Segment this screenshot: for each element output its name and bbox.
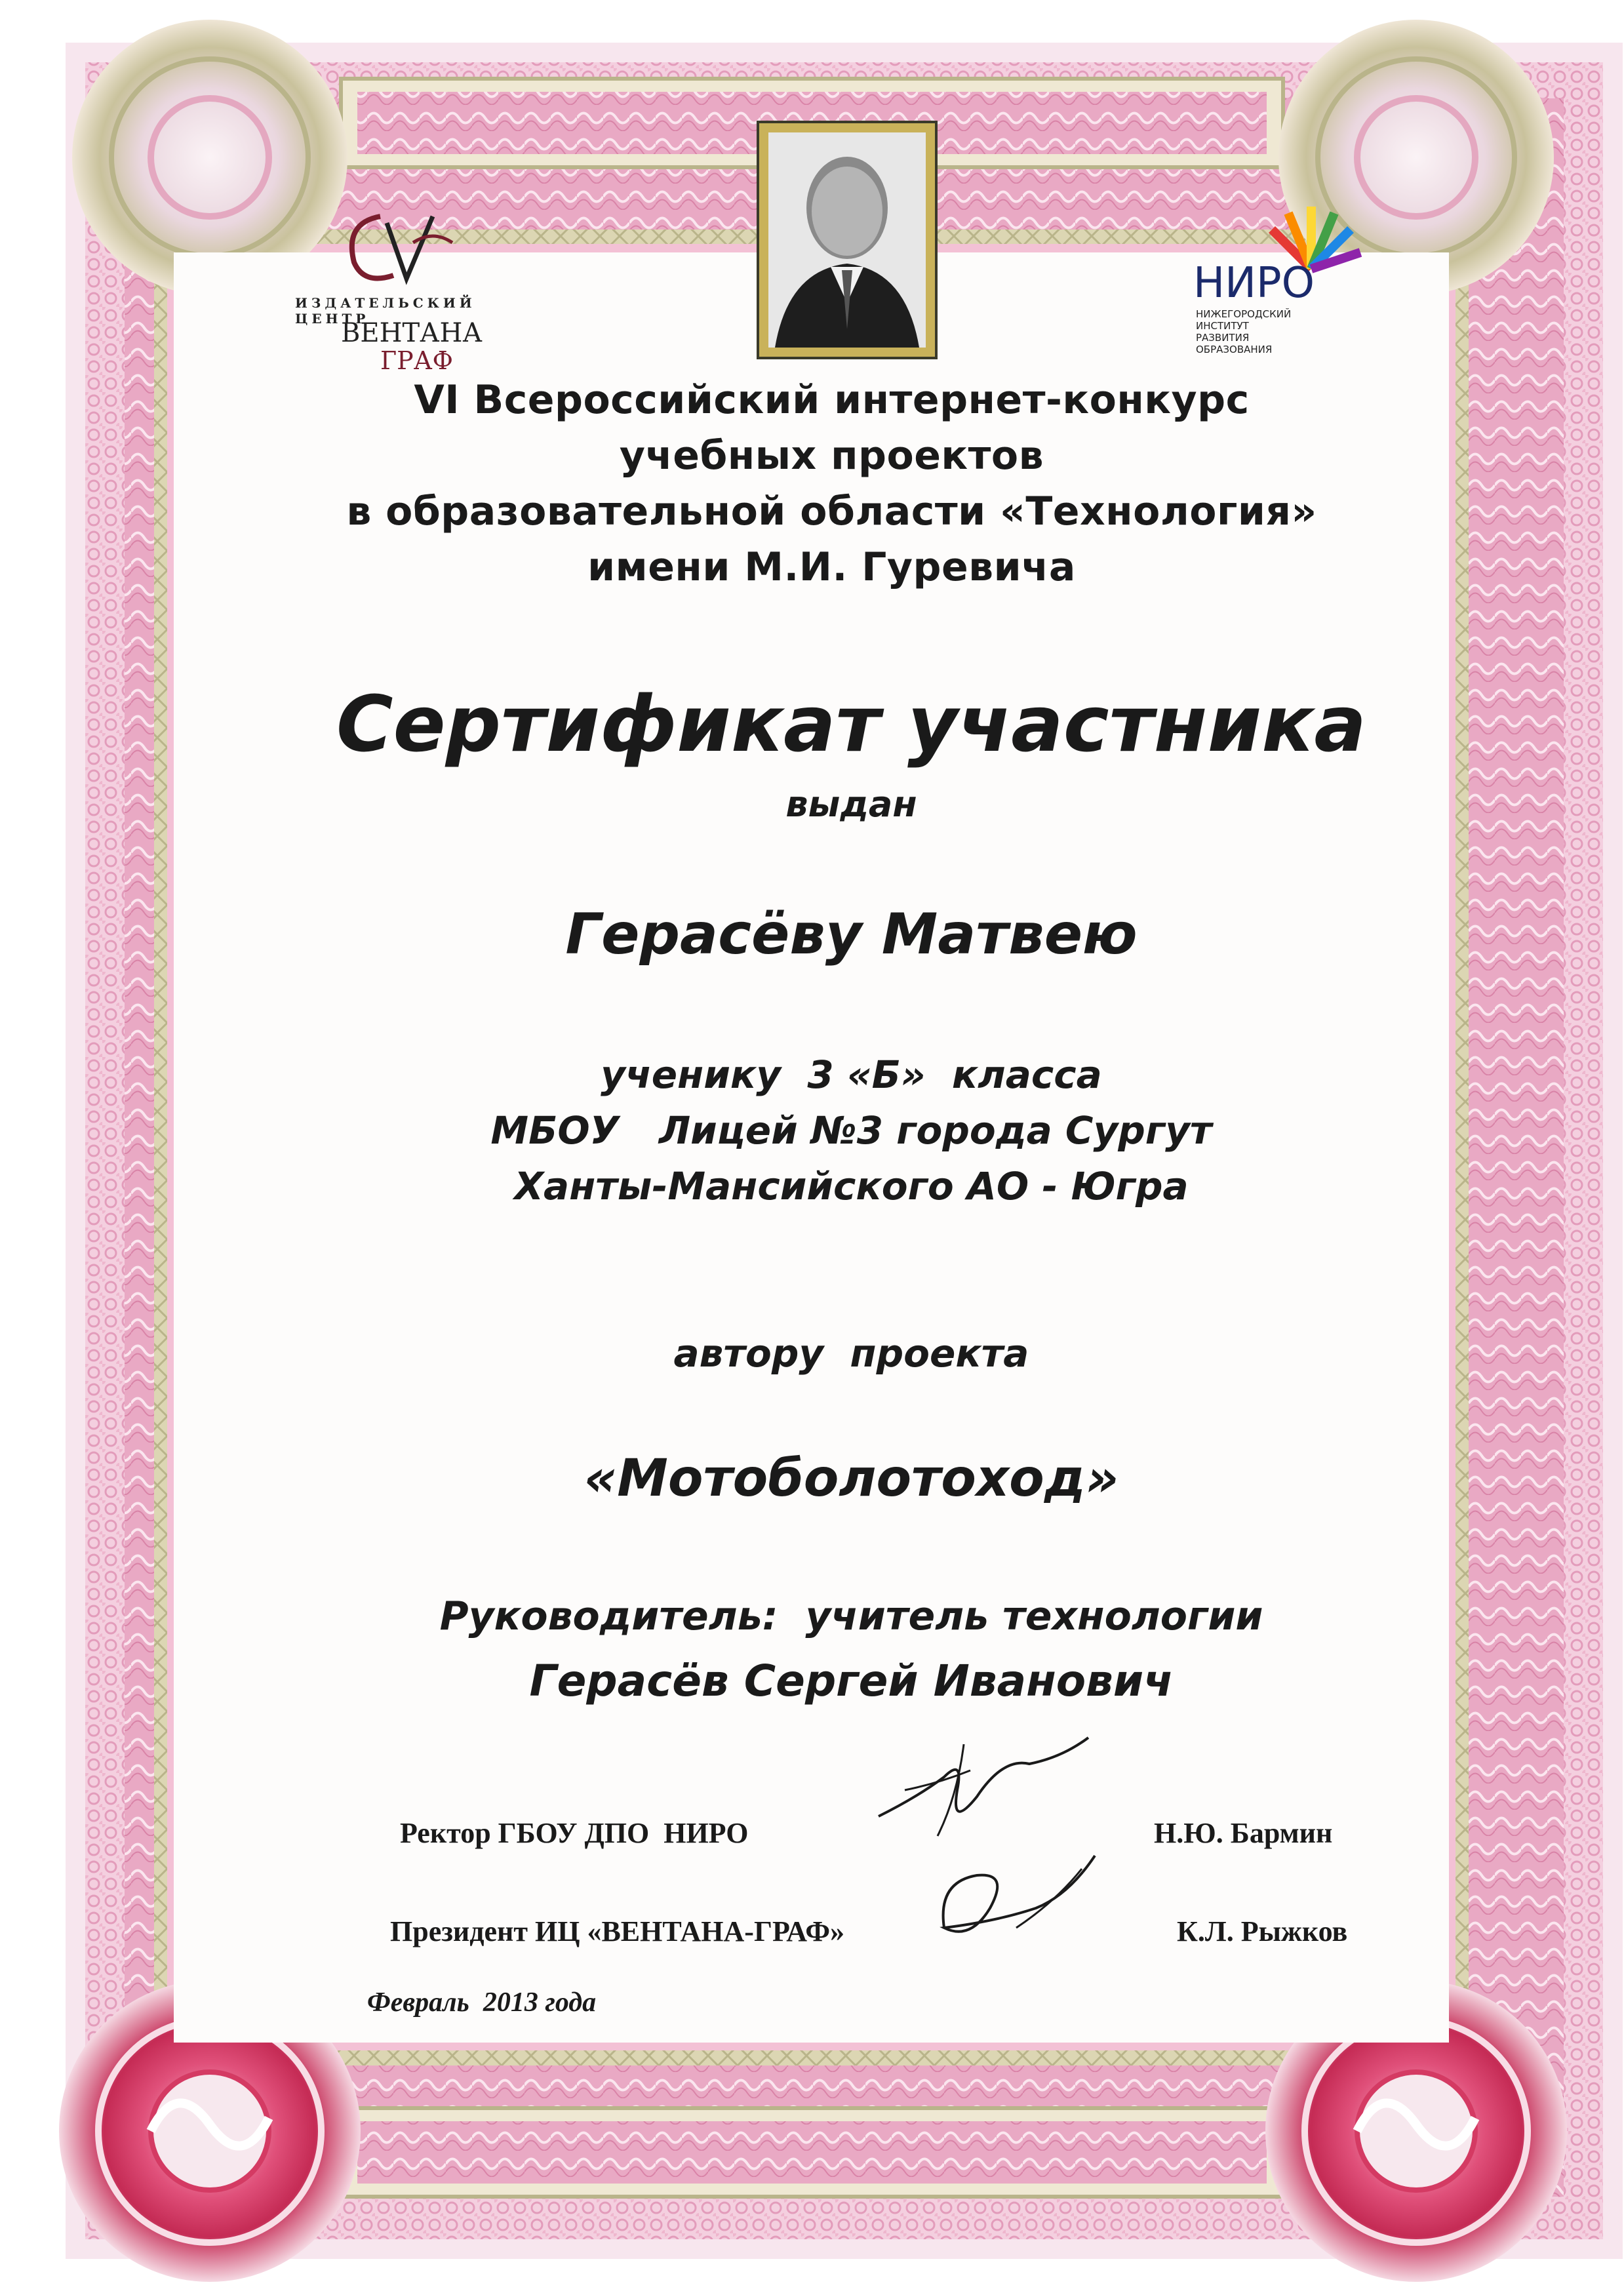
header-line-3: в образовательной области «Технология»: [346, 489, 1317, 534]
vg-name-bottom: ГРАФ: [380, 346, 454, 375]
supervisor-name: Герасёв Сергей Иванович: [529, 1656, 1174, 1706]
certificate-title: Сертификат участника: [336, 679, 1366, 769]
header-line-2: учебных проектов: [619, 433, 1044, 479]
issue-date: Февраль 2013 года: [367, 1987, 597, 2018]
niro-name: НИРО: [1193, 259, 1315, 308]
vg-caption: ИЗДАТЕЛЬСКИЙ ЦЕНТР: [295, 295, 476, 327]
recipient-region: Ханты-Мансийского АО - Югра: [514, 1164, 1189, 1208]
niro-subtitle: НИЖЕГОРОДСКИЙ ИНСТИТУТ РАЗВИТИЯ ОБРАЗОВАНИЯ: [1196, 308, 1292, 355]
signatory-1-role: Ректор ГБОУ ДПО НИРО: [400, 1817, 749, 1849]
vg-monogram-icon: [282, 197, 531, 295]
recipient-name: Герасёву Матвею: [565, 902, 1138, 967]
ventana-graf-logo: [282, 197, 531, 380]
signatory-2-name: К.Л. Рыжков: [1177, 1915, 1348, 1947]
signatory-2-role: Президент ИЦ «ВЕНТАНА-ГРАФ»: [390, 1915, 844, 1947]
recipient-school: МБОУ Лицей №3 города Сургут: [490, 1108, 1212, 1153]
author-label: автору проекта: [673, 1331, 1029, 1376]
supervisor-label: Руководитель: учитель технологии: [439, 1593, 1263, 1639]
header-line-1: VI Всероссийский интернет-конкурс: [414, 377, 1250, 423]
recipient-grade: ученику 3 «Б» класса: [601, 1052, 1102, 1097]
portrait-photo: [759, 123, 935, 357]
project-name: «Мотоболотоход»: [584, 1449, 1119, 1508]
vg-name-top: ВЕНТАНА: [341, 318, 483, 348]
signatory-1-name: Н.Ю. Бармин: [1154, 1817, 1333, 1849]
signature-2-mark: [918, 1843, 1115, 1961]
signature-1-mark: [865, 1718, 1101, 1849]
issued-label: выдан: [785, 784, 917, 825]
header-line-4: имени М.И. Гуревича: [587, 544, 1076, 590]
niro-logo: [1187, 203, 1396, 374]
